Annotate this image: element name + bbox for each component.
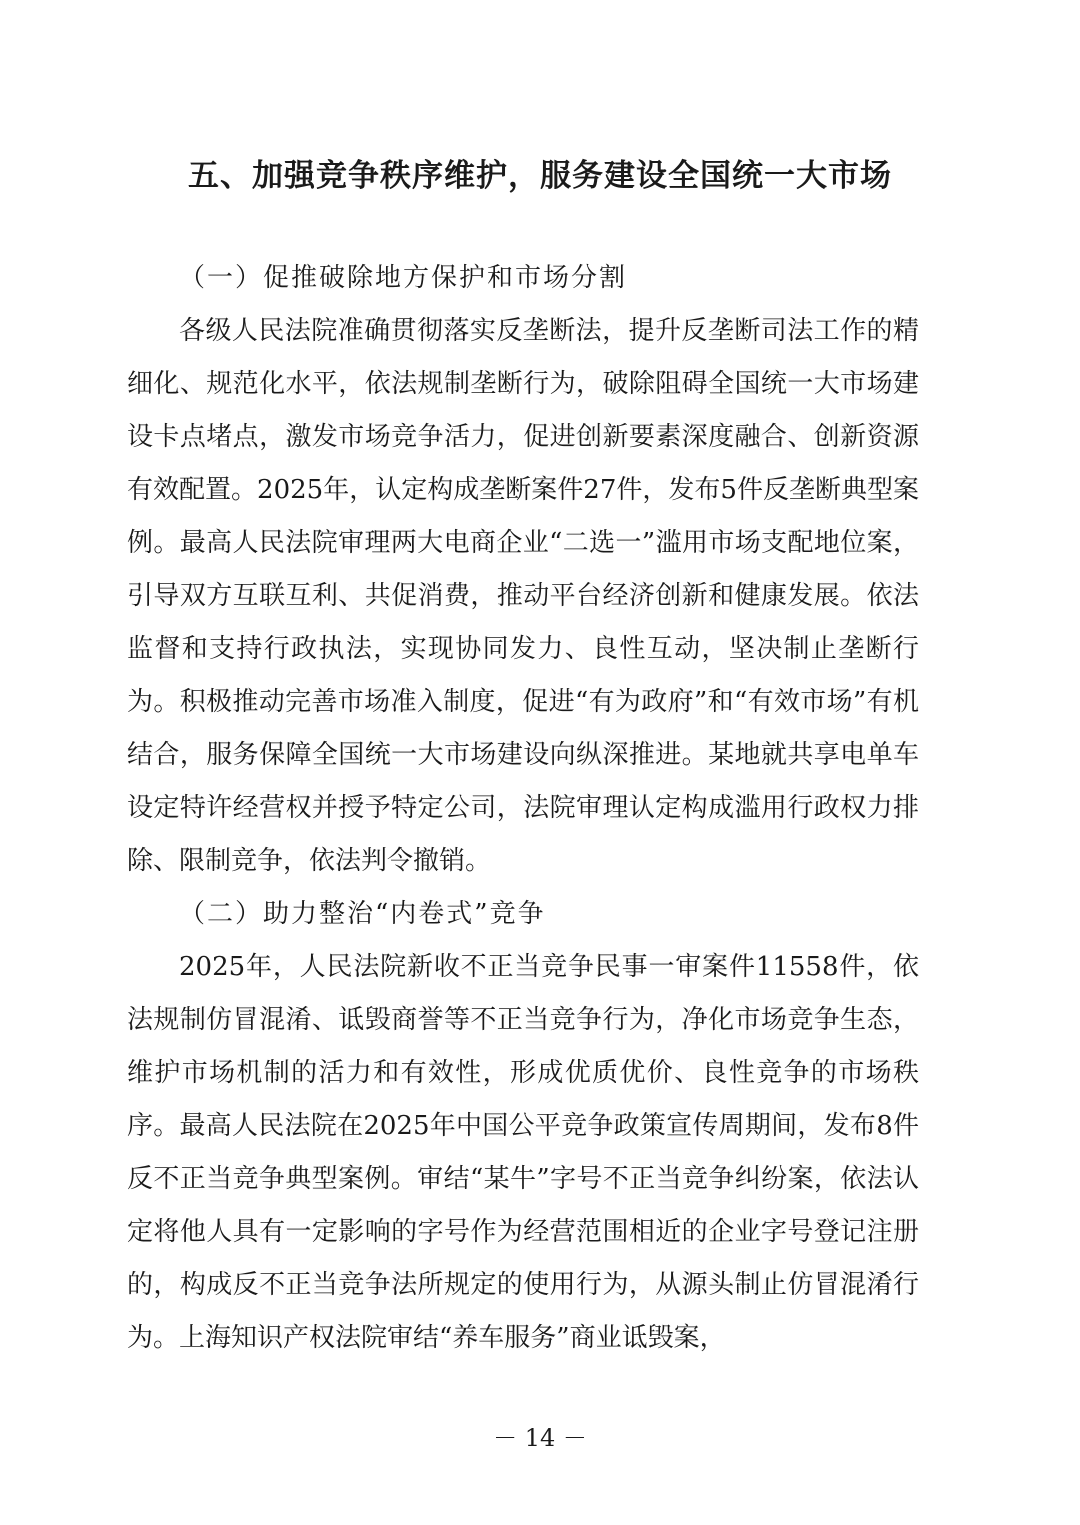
page-number: － 14 －	[493, 1424, 587, 1452]
paragraph: 各级人民法院准确贯彻落实反垄断法，提升反垄断司法工作的精细化、规范化水平，依法规制垄断行为，破除阻碍全国统一大市场建设卡点堵点，激发市场竞争活力，促进创新要素深度融合、创新资源有效配置。2025年，认定构成垄断案件27件，发布5件反垄断典型案例。最高人民法院审理两大电商企业“二选一”滥用市场支配地位案，引导双方互联互利、共促消费，推动平台经济创新和健康发展。依法监督和支持行政执法，实现协同发力、良性互动，坚决制止垄断行为。积极推动完善市场准入制度，促进“有为政府”和“有效市场”有机结合，服务保障全国统一大市场建设向纵深推进。某地就共享电单车设定特许经营权并授予特定公司，法院审理认定构成滥用行政权力排除、限制竞争，依法判令撤销。	[127, 316, 919, 876]
paragraph: 2025年，人民法院新收不正当竞争民事一审案件11558件，依法规制仿冒混淆、诋毁商誉等不正当竞争行为，净化市场竞争生态，维护市场机制的活力和有效性，形成优质优价、良性竞争的市场秩序。最高人民法院在2025年中国公平竞争政策宣传周期间，发布8件反不正当竞争典型案例。审结“某牛”字号不正当竞争纠纷案，依法认定将他人具有一定影响的字号作为经营范围相近的企业字号登记注册的，构成反不正当竞争法所规定的使用行为，从源头制止仿冒混淆行为。上海知识产权法院审结“养车服务”商业诋毁案，	[127, 952, 919, 1353]
subsection-heading: （二）助力整治“内卷式”竞争	[179, 899, 546, 929]
document-body	[127, 252, 919, 1365]
subsection-heading: （一）促推破除地方保护和市场分割	[179, 263, 628, 293]
page-title: 五、加强竞争秩序维护，服务建设全国统一大市场	[188, 158, 892, 194]
